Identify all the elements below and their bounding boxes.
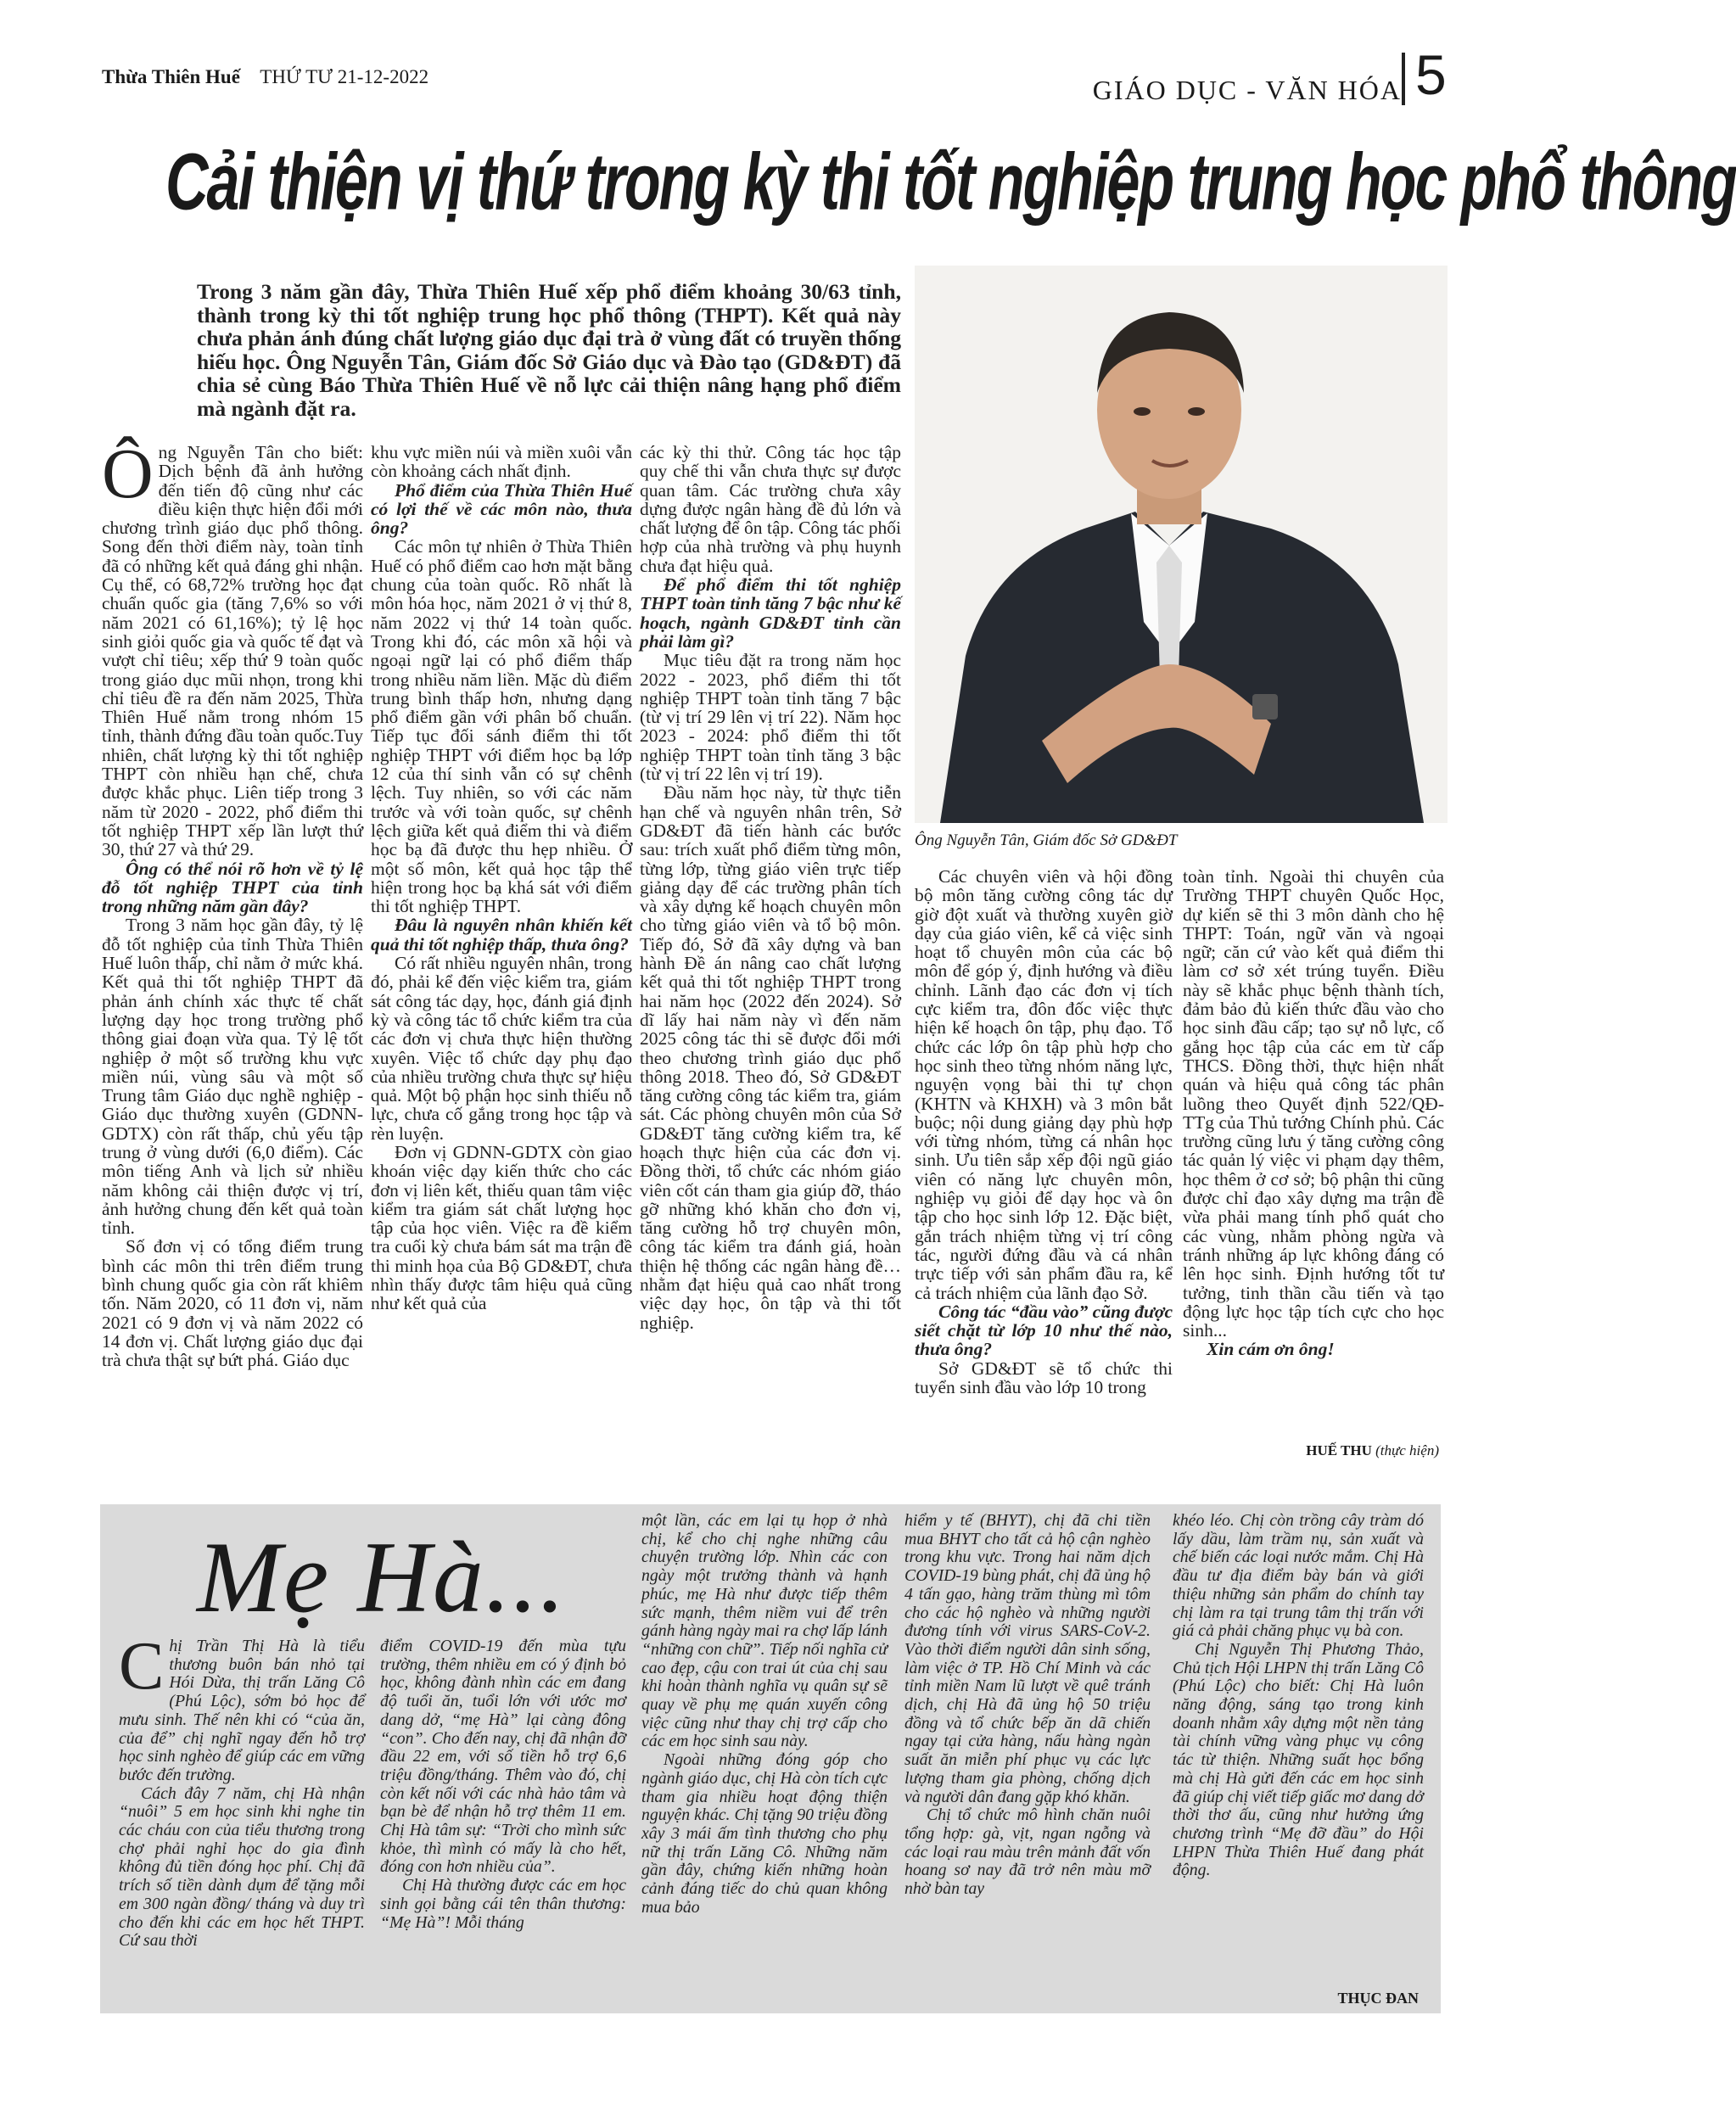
interview-question: Phổ điểm của Thừa Thiên Huế có lợi thế về các môn nào, thưa ông? bbox=[371, 479, 632, 539]
feature-paragraph: điểm COVID-19 đến mùa tựu trường, thêm nhiều em có ý định bỏ học, không đành nhìn các em đang độ tuổi ăn, tuổi lớn với ước mơ dang dở, “mẹ Hà” lại càng đông “con”. Cho đến nay, chị đã nhận đỡ đầu 22 em, với số tiền hỗ trợ 6,6 triệu đồng/tháng. Thêm vào đó, chị còn kết nối với các nhà hảo tâm và bạn bè để nhận hỗ trợ thêm 11 em. Chị Hà tâm sự: “Trời cho mình sức khỏe, thì mình có mấy là cho hết, đóng con hơn nhiều của”. bbox=[380, 1637, 626, 1877]
article-column-4 bbox=[915, 867, 1173, 1397]
header-divider bbox=[1402, 53, 1405, 105]
feature-drop-cap: C bbox=[119, 1629, 165, 1704]
paper-name: Thừa Thiên Huế bbox=[102, 66, 240, 87]
article-paragraph: toàn tỉnh. Ngoài thi chuyên của Trường THPT chuyên Quốc Học, dự kiến sẽ thi 3 môn dành cho hệ THPT: Toán, ngữ văn và ngoại ngữ; căn cứ vào kết quả điểm thi làm cơ sở xét trúng tuyển. Điều này sẽ khắc phục bệnh thành tích, đảm bảo đủ kiến thức đầu vào cho học sinh đầu cấp; tạo sự nỗ lực, cố gắng học tập của các em từ cấp THCS. Đồng thời, thực hiện nhất quán và hiệu quả công tác phân luồng theo Quyết định 522/QĐ-TTg của Thủ tướng Chính phủ. Các trường cũng lưu ý tăng cường công tác quản lý việc vi phạm dạy thêm, học thêm ở cơ sở; bộ phận thi cũng được chỉ đạo xây dựng ma trận đề vừa phải mang tính phổ quát cho các vùng, nhằm phòng ngừa và tránh những áp lực không đáng có lên học sinh. Định hướng tốt tư tưởng, tinh thần cầu tiến và tạo động lực học tập tích cực cho học sinh... bbox=[1183, 866, 1444, 1341]
article-column-1 bbox=[102, 434, 363, 1371]
section-label: GIÁO DỤC - VĂN HÓA bbox=[1092, 75, 1402, 105]
masthead bbox=[102, 66, 428, 88]
article-column-2 bbox=[371, 443, 632, 1313]
feature-paragraph: một lần, các em lại tụ họp ở nhà chị, kể cho chị nghe những câu chuyện trường lớp. Nhìn các con ngày một trưởng thành và hạnh phúc, mẹ Hà như được tiếp thêm sức mạnh, thêm niềm vui để trên gánh hàng ngày mai ra chợ lấp lánh “những con chữ”. Tiếp nối nghĩa cử cao đẹp, cậu con trai út của chị sau khi hoàn thành nghĩa vụ quân sự sẽ quay về phụ mẹ quán xuyến công việc cũng như thay chị trợ cấp cho các em học sinh sau này. bbox=[641, 1511, 888, 1751]
feature-paragraph: Ngoài những đóng góp cho ngành giáo dục, chị Hà còn tích cực tham gia nhiều hoạt động thiện nguyện khác. Chị tặng 90 triệu đồng xây 3 mái ấm tình thương cho phụ nữ thị trấn Lăng Cô. Những năm gần đây, chứng kiến những hoàn cảnh đáng tiếc do chủ quan không mua bảo bbox=[641, 1750, 888, 1917]
drop-cap: Ô bbox=[102, 434, 154, 513]
article-paragraph: Số đơn vị có tổng điểm trung bình các môn thi trên điểm trung bình chung quốc gia còn rất khiêm tốn. Năm 2020, có 11 đơn vị, năm 2021 có 9 đơn vị và năm 2022 có 14 đơn vị. Chất lượng giáo dục đại trà chưa thật sự bứt phá. Giáo dục bbox=[102, 1236, 363, 1371]
article-paragraph: khu vực miền núi và miền xuôi vẫn còn khoảng cách nhất định. bbox=[371, 442, 632, 482]
feature-paragraph: Chị tổ chức mô hình chăn nuôi tổng hợp: gà, vịt, ngan ngỗng và các loại rau màu trên mảnh đất vốn hoang sơ nay đã trở nên màu mỡ nhờ bàn tay bbox=[904, 1805, 1151, 1899]
feature-paragraph: hị Trần Thị Hà là tiểu thương buôn bán nhỏ tại Hói Dừa, thị trấn Lăng Cô (Phú Lộc), sớm bỏ học để mưu sinh. Thế nên khi có “của ăn, của để” chị nghĩ ngay đến hỗ trợ học sinh nghèo để giúp các em vững bước đến trường. bbox=[119, 1637, 365, 1784]
article-paragraph: Mục tiêu đặt ra trong năm học 2022 - 2023, phổ điểm thi tốt nghiệp THPT toàn tỉnh tăng 7 bậc (từ vị trí 29 lên vị trí 22). Năm học 2023 - 2024: phổ điểm thi tốt nghiệp THPT toàn tỉnh tăng 3 bậc (từ vị trí 22 lên vị trí 19). bbox=[640, 650, 901, 785]
article-paragraph: Đơn vị GDNN-GDTX còn giao khoán việc dạy kiến thức cho các đơn vị liên kết, thiếu quan tâm việc kiểm tra giám sát chất lượng học tập của học viên. Việc ra đề kiểm tra cuối kỳ chưa bám sát ma trận đề thi minh họa của Bộ GD&ĐT, chưa nhìn thấy được tâm hiệu quả cũng như kết quả của bbox=[371, 1141, 632, 1314]
feature-column-5 bbox=[1173, 1512, 1424, 1880]
portrait-photo bbox=[915, 266, 1448, 823]
article-paragraph: Các chuyên viên và hội đồng bộ môn tăng cường công tác dự giờ đột xuất và thường xuyên giờ dạy của giáo viên, kể cả việc sinh hoạt tổ chuyên môn của các bộ môn để góp ý, định hướng và điều chỉnh. Lãnh đạo các đơn vị tích cực kiểm tra, đôn đốc việc thực hiện kế hoạch ôn tập, phụ đạo. Tổ chức các lớp ôn tập phù hợp cho học sinh theo từng nhóm năng lực, nguyện vọng bài thi tự chọn (KHTN và KHXH) và 3 môn bắt buộc; nội dung giảng dạy phù hợp với từng nhóm, từng cá nhân học sinh. Ưu tiên sắp xếp đội ngũ giáo viên có năng lực chuyên môn, nghiệp vụ giỏi để dạy học và ôn tập cho học sinh lớp 12. Đặc biệt, gắn trách nhiệm từng vị trí công tác, người đứng đầu và cá nhân trực tiếp với sản phẩm đầu ra, kể cả trách nhiệm của lãnh đạo Sở. bbox=[915, 866, 1173, 1303]
portrait-illustration bbox=[915, 266, 1448, 823]
feature-paragraph: Chị Hà thường được các em học sinh gọi bằng cái tên thân thương: “Mẹ Hà”! Mỗi tháng bbox=[380, 1876, 626, 1932]
feature-paragraph: khéo léo. Chị còn trồng cây tràm dó lấy dầu, làm trầm nụ, sản xuất và chế biến các loại nước mắm. Chị Hà đầu tư địa điểm bày bán và giới thiệu những sản phẩm do chính tay chị làm ra tại trung tâm thị trấn với giá cả phải chăng phục vụ bà con. bbox=[1173, 1511, 1424, 1641]
feature-column-1 bbox=[119, 1629, 365, 1951]
byline-name: HUẾ THU bbox=[1306, 1442, 1372, 1458]
article-paragraph: Sở GD&ĐT sẽ tổ chức thi tuyển sinh đầu vào lớp 10 trong bbox=[915, 1358, 1173, 1398]
feature-paragraph: hiểm y tế (BHYT), chị đã chi tiền mua BHYT cho tất cả hộ cận nghèo trong khu vực. Trong hai năm dịch COVID-19 bùng phát, chị đã ủng hộ 4 tấn gạo, hàng trăm thùng mì tôm cho các hộ nghèo và những người đương tính với virus SARS-CoV-2. Vào thời điểm người dân sinh sống, làm việc ở TP. Hồ Chí Minh và các tỉnh miền Nam lũ lượt về quê tránh dịch, chị Hà đã ủng hộ 50 triệu đồng và tổ chức bếp ăn dã chiến ngay tại cửa hàng, nấu hàng ngàn suất ăn miễn phí phục vụ các lực lượng tham gia phòng, chống dịch và người dân đang gặp khó khăn. bbox=[904, 1511, 1151, 1806]
interview-question: Xin cám ơn ông! bbox=[1207, 1339, 1335, 1360]
article-headline: Cải thiện vị thứ trong kỳ thi tốt nghiệp trung học phổ thông bbox=[165, 137, 1736, 227]
byline-role: (thực hiện) bbox=[1375, 1442, 1439, 1458]
feature-paragraph: Chị Nguyễn Thị Phương Thảo, Chủ tịch Hội LHPN thị trấn Lăng Cô (Phú Lộc) cho biết: Chị Hà luôn năng động, sáng tạo trong kinh doanh nhằm xây dựng một nền tảng tài chính vững vàng phục vụ công tác từ thiện. Những suất học bổng mà chị Hà gửi đến các em học sinh đã giúp chị viết tiếp giấc mơ dang dở thời thơ ấu, cũng như hưởng ứng chương trình “Mẹ đỡ đầu” do Hội LHPN Thừa Thiên Huế đang phát động. bbox=[1173, 1639, 1424, 1880]
interview-question: Để phổ điểm thi tốt nghiệp THPT toàn tỉnh tăng 7 bậc như kế hoạch, ngành GD&ĐT tỉnh cần phải làm gì? bbox=[640, 574, 901, 652]
photo-caption: Ông Nguyễn Tân, Giám đốc Sở GD&ĐT bbox=[915, 831, 1178, 849]
feature-column-3 bbox=[641, 1512, 888, 1917]
feature-column-4 bbox=[904, 1512, 1151, 1899]
article-lead: Trong 3 năm gần đây, Thừa Thiên Huế xếp phổ điểm khoảng 30/63 tỉnh, thành trong kỳ thi tốt nghiệp trung học phổ thông (THPT). Kết quả này chưa phản ánh đúng chất lượng giáo dục đại trà ở vùng đất có truyền thống hiếu học. Ông Nguyễn Tân, Giám đốc Sở Giáo dục và Đào tạo (GD&ĐT) đã chia sẻ cùng Báo Thừa Thiên Huế về nỗ lực cải thiện nâng hạng phổ điểm mà ngành đặt ra. bbox=[197, 279, 901, 421]
article-paragraph: Đầu năm học này, từ thực tiễn hạn chế và nguyên nhân trên, Sở GD&ĐT đã tiến hành các bước sau: trích xuất phổ điểm từng môn, từng lớp, từng giáo viên trực tiếp giảng dạy để các trường phân tích và xây dựng kế hoạch chuyên môn cho từng giáo viên và tổ bộ môn. Tiếp đó, Sở đã xây dựng và ban hành Đề án nâng cao chất lượng kết quả thi tốt nghiệp THPT trong hai năm học (2022 đến 2024). Sở dĩ lấy hai năm này vì đến năm 2025 công tác thi sẽ được đổi mới theo chương trình giáo dục phổ thông 2018. Theo đó, Sở GD&ĐT tăng cường công tác kiểm tra, giám sát. Các phòng chuyên môn của Sở GD&ĐT tăng cường kiểm tra, kế hoạch thực hiện của các đơn vị. Đồng thời, tổ chức các nhóm giáo viên cốt cán tham gia giúp đỡ, tháo gỡ những khó khăn cho đơn vị, tăng cường hỗ trợ chuyên môn, công tác kiểm tra đánh giá, hoàn thiện hệ thống các ngân hàng đề… nhằm đạt hiệu quả cao nhất trong việc dạy học, ôn tập và thi tốt nghiệp. bbox=[640, 782, 901, 1333]
article-paragraph: ng Nguyễn Tân cho biết: Dịch bệnh đã ảnh hưởng đến tiến độ cũng như các điều kiện thực hiện đổi mới chương trình giáo dục phổ thông. Song đến thời điểm này, toàn tỉnh đã có những kết quả đáng ghi nhận. Cụ thể, có 68,72% trường học đạt chuẩn quốc gia (tăng 7,6% so với năm 2021 có 61,16%); tỷ lệ học sinh giỏi quốc gia và quốc tế đạt và vượt chỉ tiêu; xếp thứ 9 toàn quốc trong giáo dục mũi nhọn, trong khi chỉ tiêu đề ra đến năm 2025, Thừa Thiên Huế nằm trong nhóm 15 tỉnh, thành đứng đầu toàn quốc.Tuy nhiên, chất lượng kỳ thi tốt nghiệp THPT còn nhiều hạn chế, chưa được khắc phục. Liên tiếp trong 3 năm từ 2020 - 2022, phổ điểm thi tốt nghiệp THPT xếp lần lượt thứ 30, thứ 27 và thứ 29. bbox=[102, 442, 363, 860]
feature-column-2 bbox=[380, 1638, 626, 1932]
article-byline bbox=[1306, 1442, 1439, 1459]
article-paragraph: Các môn tự nhiên ở Thừa Thiên Huế có phổ điểm cao hơn mặt bằng chung của toàn quốc. Rõ nhất là môn hóa học, năm 2021 ở vị thứ 8, năm 2022 vị thứ 14 toàn quốc. Trong khi đó, các môn xã hội và ngoại ngữ lại có phổ điểm thấp trong nhiều năm liền. Mặc dù điểm trung bình thấp hơn, nhưng dạng phổ điểm gần với phân bố chuẩn. Tiếp tục đối sánh điểm thi tốt nghiệp THPT với điểm học bạ lớp 12 của thí sinh vẫn có sự chênh lệch. Tuy nhiên, so với các năm trước và với toàn quốc, sự chênh lệch giữa kết quả điểm thi và điểm học bạ đã được thu hẹp nhiều. Ở một số môn, kết quả học tập thể hiện trong học bạ khá sát với điểm thi tốt nghiệp THPT. bbox=[371, 536, 632, 917]
article-column-5 bbox=[1183, 867, 1444, 1359]
article-paragraph: Trong 3 năm học gần đây, tỷ lệ đỗ tốt nghiệp của tỉnh Thừa Thiên Huế luôn thấp, chỉ nằm ở mức khá. Kết quả thi tốt nghiệp THPT đã phản ánh chính xác thực tế chất lượng dạy học trong trường phổ thông giai đoạn vừa qua. Tỷ lệ tốt nghiệp ở một số trường khu vực miền núi, vùng sâu và một số Trung tâm Giáo dục nghề nghiệp - Giáo dục thường xuyên (GDNN-GDTX) còn rất thấp, chủ yếu tập trung ở vùng dưới (6,0 điểm). Các môn tiếng Anh và lịch sử nhiều năm không cải thiện được vị trí, ảnh hưởng chung đến kết quả toàn tỉnh. bbox=[102, 915, 363, 1239]
interview-question: Ông có thể nói rõ hơn về tỷ lệ đỗ tốt nghiệp THPT của tỉnh trong những năm gần đây? bbox=[102, 858, 363, 917]
feature-signature: THỤC ĐAN bbox=[1337, 1990, 1419, 2007]
interview-question: Công tác “đầu vào” cũng được siết chặt từ lớp 10 như thế nào, thưa ông? bbox=[915, 1301, 1173, 1360]
interview-question: Đâu là nguyên nhân khiến kết quả thi tốt nghiệp thấp, thưa ông? bbox=[371, 915, 632, 955]
feature-paragraph: Cách đây 7 năm, chị Hà nhận “nuôi” 5 em học sinh khi nghe tin các cháu con của tiểu thương trong chợ phải nghỉ học do gia đình không đủ tiền đóng học phí. Chị đã trích số tiền dành dụm để tặng mỗi em 300 ngàn đồng/ tháng và duy trì cho đến khi các em học hết THPT. Cứ sau thời bbox=[119, 1783, 365, 1951]
feature-title: Mẹ Hà... bbox=[197, 1520, 567, 1633]
issue-date: THỨ TƯ 21-12-2022 bbox=[260, 66, 429, 87]
article-paragraph: các kỳ thi thử. Công tác học tập quy chế thi vẫn chưa thực sự được quan tâm. Các trường chưa xây dựng được ngân hàng đề đủ lớn và chất lượng để ôn tập. Công tác phối hợp của nhà trường và phụ huynh chưa đạt hiệu quả. bbox=[640, 442, 901, 576]
page-number: 5 bbox=[1415, 43, 1447, 106]
article-column-3 bbox=[640, 443, 901, 1332]
article-paragraph: Có rất nhiều nguyên nhân, trong đó, phải kể đến việc kiểm tra, giám sát công tác dạy, học, đánh giá định kỳ và công tác tổ chức kiểm tra của các đơn vị chưa thực hiện thường xuyên. Việc tổ chức dạy phụ đạo của nhiều trường chưa thực sự hiệu quả. Một bộ phận học sinh thiếu nỗ lực, chưa cố gắng trong học tập và rèn luyện. bbox=[371, 953, 632, 1144]
